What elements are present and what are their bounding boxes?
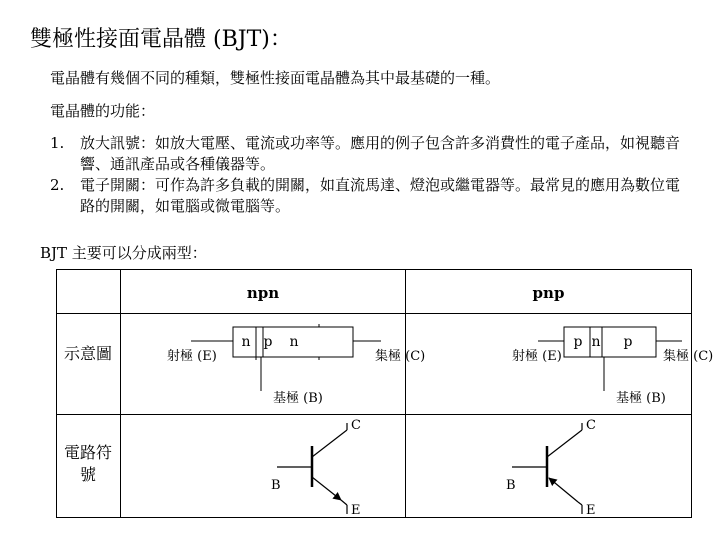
header-npn: npn bbox=[246, 284, 280, 302]
pnp-layer-2: n bbox=[591, 334, 601, 350]
pnp-symbol-e: E bbox=[586, 503, 596, 518]
pnp-layer-1: p bbox=[573, 334, 583, 350]
npn-schematic-diagram bbox=[121, 314, 426, 414]
list-item-text: 放大訊號：如放大電壓、電流或功率等。應用的例子包含許多消費性的電子產品，如視聽音響、通訊產品或各種儀器等。 bbox=[80, 134, 681, 173]
pnp-symbol-c: C bbox=[586, 418, 596, 433]
npn-symbol-e: E bbox=[351, 503, 361, 518]
pnp-collector-label: 集極 (C) bbox=[663, 349, 714, 364]
intro-paragraph: 電晶體有幾個不同的種類，雙極性接面電晶體為其中最基礎的一種。 bbox=[50, 69, 501, 87]
pnp-base-label: 基極 (B) bbox=[616, 391, 666, 406]
header-pnp: pnp bbox=[532, 284, 565, 302]
page-title: 雙極性接面電晶體 (BJT)： bbox=[30, 27, 292, 52]
list-item-number: 2. bbox=[50, 176, 65, 194]
npn-layer-1: n bbox=[241, 334, 251, 350]
pnp-emitter-label: 射極 (E) bbox=[512, 349, 562, 364]
list-item-text: 電子開關：可作為許多負載的開關，如直流馬達、燈泡或繼電器等。最常見的應用為數位電路的開關，如電腦或微電腦等。 bbox=[80, 176, 681, 215]
npn-collector-label: 集極 (C) bbox=[375, 349, 426, 364]
npn-circuit-symbol bbox=[121, 415, 405, 518]
pnp-symbol-b: B bbox=[506, 478, 516, 493]
pnp-circuit-symbol bbox=[406, 415, 691, 518]
pnp-layer-3: p bbox=[623, 334, 633, 350]
list-item bbox=[50, 175, 680, 217]
row-label-symbol: 電路符號 bbox=[63, 443, 112, 484]
npn-base-label: 基極 (B) bbox=[273, 391, 323, 406]
types-heading: BJT 主要可以分成兩型： bbox=[40, 244, 207, 262]
npn-layer-2: p bbox=[263, 334, 273, 350]
npn-layer-3: n bbox=[289, 334, 299, 350]
row-label-schematic: 示意圖 bbox=[63, 344, 112, 363]
functions-list bbox=[50, 133, 680, 217]
npn-symbol-b: B bbox=[271, 478, 281, 493]
npn-symbol-c: C bbox=[351, 418, 361, 433]
npn-emitter-label: 射極 (E) bbox=[167, 349, 217, 364]
bjt-type-table bbox=[56, 269, 714, 518]
functions-heading: 電晶體的功能： bbox=[50, 102, 156, 120]
pnp-schematic-diagram bbox=[406, 314, 714, 414]
list-item bbox=[50, 133, 680, 175]
list-item-number: 1. bbox=[50, 134, 65, 152]
